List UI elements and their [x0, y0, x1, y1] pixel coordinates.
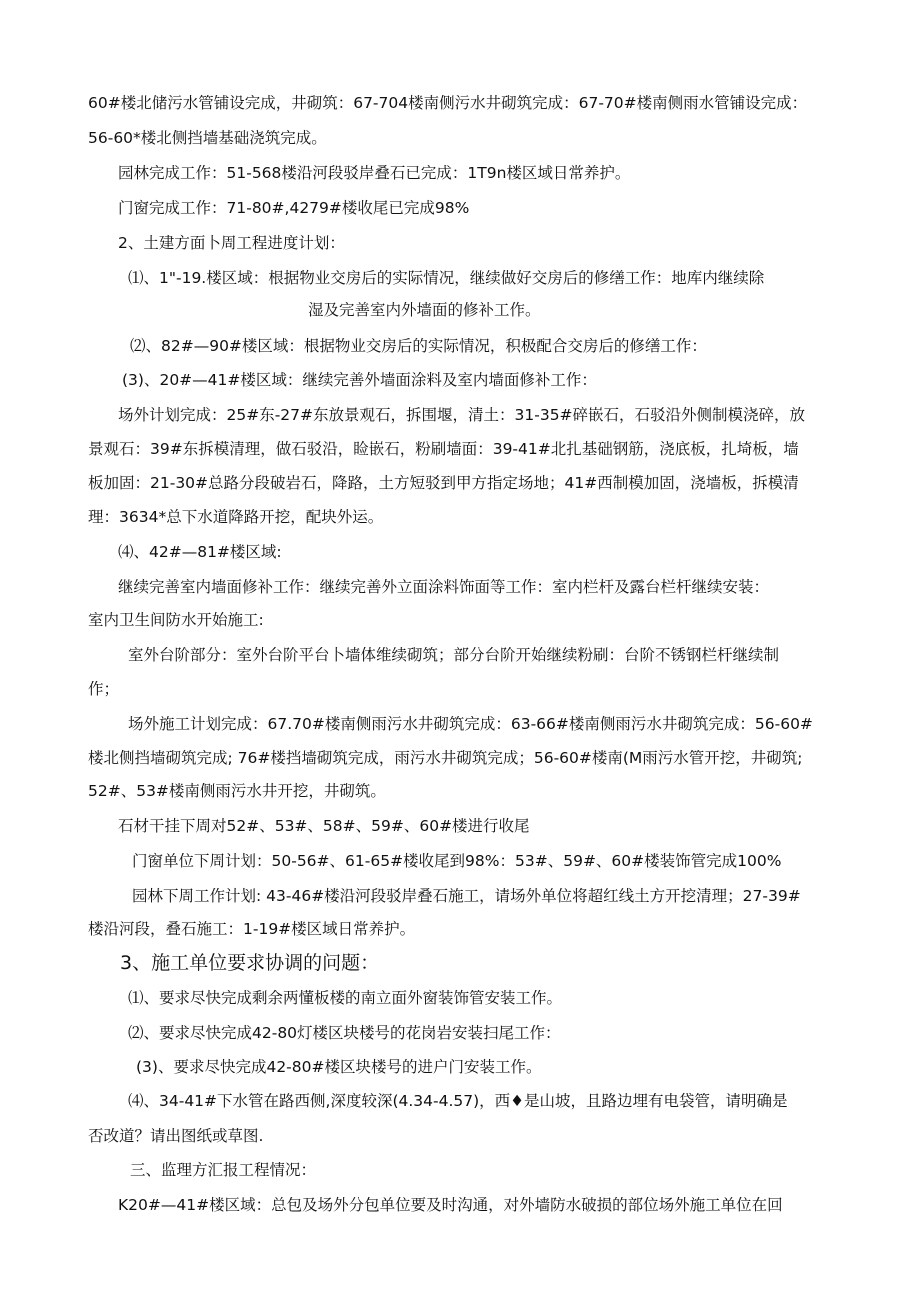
section-heading: 三、监理方汇报工程情况： [130, 1161, 317, 1179]
text-line: 门窗单位下周计划：50-56#、61-65#楼收尾到98%：53#、59#、60#楼装饰管完成100% [132, 852, 782, 870]
text-line: 56-60*楼北侧挡墙基础浇筑完成。 [88, 129, 327, 147]
section-heading: 2、土建方面卜周工程进度计划： [118, 234, 345, 252]
text-line: 景观石：39#东拆模清理，做石驳沿，睑嵌石，粉刷墙面：39-41#北扎基础钢筋，浇底板，扎埼板，墙 [88, 440, 799, 458]
text-line: 楼沿河段，叠石施工：1-19#楼区域日常养护。 [88, 920, 416, 938]
text-line: 园林下周工作计划: 43-46#楼沿河段驳岸叠石施工，请场外单位将超红线土方开挖清理；27-39# [132, 887, 801, 905]
section-heading: 3、施工单位要求协调的问题： [120, 952, 380, 974]
text-line: ⑷、34-41#下水管在路西侧,深度较深(4.34-4.57)，西♦是山坡，且路边埋有电袋管，请明确是 [128, 1092, 788, 1110]
text-line: 石材干挂下周对52#、53#、58#、59#、60#楼进行收尾 [118, 817, 530, 835]
text-line: 理：3634*总下水道降路开挖，配块外运。 [88, 508, 384, 526]
text-line: 继续完善室内墙面修补工作：继续完善外立面涂料饰面等工作：室内栏杆及露台栏杆继续安装： [118, 578, 770, 596]
text-line: ⑷、42#—81#楼区域: [118, 543, 282, 561]
text-line: (3)、要求尽快完成42-80#楼区块楼号的进户门安装工作。 [136, 1058, 542, 1076]
text-line: ⑴、1"-19.楼区域：根据物业交房后的实际情况，继续做好交房后的修缮工作：地库内继续除 [128, 269, 765, 287]
text-line: 楼北侧挡墙砌筑完成; 76#楼挡墙砌筑完成，雨污水井砌筑完成；56-60#楼南(M雨污水管开挖，井砌筑; [88, 749, 803, 767]
text-line: ⑵、82#—90#楼区域：根据物业交房后的实际情况，积极配合交房后的修缮工作： [130, 337, 707, 355]
text-line: 板加固：21-30#总路分段破岩石，降路，土方短驳到甲方指定场地；41#西制模加固，浇墙板，拆模清 [88, 474, 799, 492]
text-line: (3)、20#—41#楼区域：继续完善外墙面涂料及室内墙面修补工作： [122, 371, 597, 389]
text-line: 否改道？请出图纸或草图. [88, 1127, 264, 1145]
text-line: 场外计划完成：25#东-27#东放景观石，拆围堰，清土：31-35#碎嵌石，石驳沿外侧制模浇碎，放 [118, 406, 806, 424]
text-line: 湿及完善室内外墙面的修补工作。 [308, 301, 541, 319]
text-line: K20#—41#楼区域：总包及场外分包单位要及时沟通，对外墙防水破损的部位场外施工单位在回 [118, 1196, 783, 1214]
text-line: 作； [88, 680, 120, 698]
text-line: 园林完成工作：51-568楼沿河段驳岸叠石已完成：1T9n楼区域日常养护。 [118, 164, 631, 182]
text-line: 60#楼北储污水管铺设完成，井砌筑：67-704楼南侧污水井砌筑完成：67-70#楼南侧雨水管铺设完成： [88, 94, 808, 112]
text-line: 场外施工计划完成：67.70#楼南侧雨污水井砌筑完成：63-66#楼南侧雨污水井砌筑完成：56-60# [128, 715, 813, 733]
text-line: ⑴、要求尽快完成剩余两懂板楼的南立面外窗装饰管安装工作。 [128, 989, 563, 1007]
text-line: 门窗完成工作：71-80#,4279#楼收尾已完成98% [118, 199, 470, 217]
text-line: ⑵、要求尽快完成42-80灯楼区块楼号的花岗岩安装扫尾工作： [128, 1024, 561, 1042]
text-line: 室外台阶部分：室外台阶平台卜墙体维续砌筑；部分台阶开始继续粉刷：台阶不锈钢栏杆继续制 [128, 646, 780, 664]
text-line: 室内卫生间防水开始施工: [88, 611, 264, 629]
text-line: 52#、53#楼南侧雨污水井开挖，井砌筑。 [88, 782, 386, 800]
